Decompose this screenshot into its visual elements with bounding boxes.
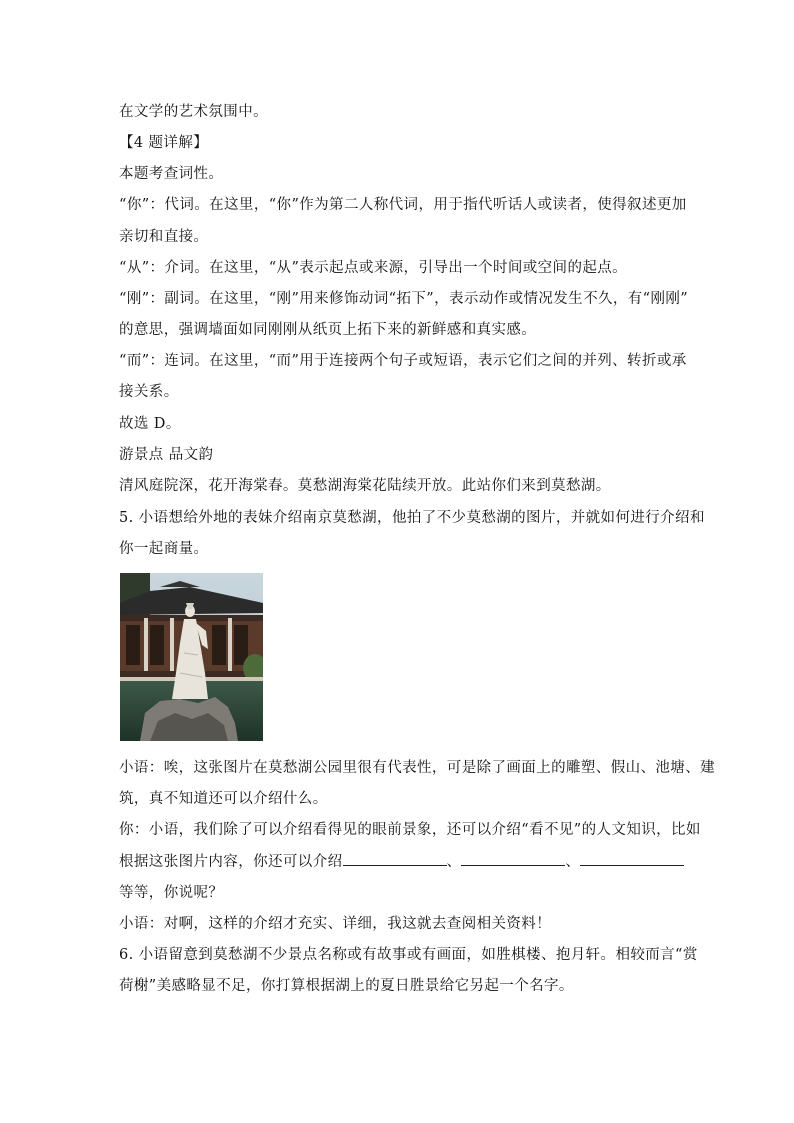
text-line: 在文学的艺术氛围中。 [119, 104, 268, 120]
subsection-heading: 游景点 品文韵 [119, 447, 214, 463]
separator: 、 [446, 854, 462, 870]
text-line: 荷榭”美感略显不足，你打算根据湖上的夏日胜景给它另起一个名字。 [119, 978, 574, 994]
dialogue-line: 你：小语，我们除了可以介绍看得见的眼前景象，还可以介绍“看不见”的人文知识，比如 [119, 822, 701, 838]
section-heading: 【4 题详解】 [119, 135, 209, 151]
text-line: 本题考查词性。 [119, 166, 224, 182]
text-line: “而”：连词。在这里，“而”用于连接两个句子或短语，表示它们之间的并列、转折或承 [119, 353, 687, 369]
text-line: “从”：介词。在这里，“从”表示起点或来源，引导出一个时间或空间的起点。 [119, 260, 628, 276]
dialogue-line: 等等，你说呢？ [119, 885, 224, 901]
answer-blank-2[interactable] [461, 851, 565, 866]
text-line: 亲切和直接。 [119, 229, 209, 245]
answer-blank-3[interactable] [580, 851, 684, 866]
text-line: “你”：代词。在这里，“你”作为第二人称代词，用于指代听话人或读者，使得叙述更加 [119, 197, 687, 213]
text-line: “刚”：副词。在这里，“刚”用来修饰动词“拓下”，表示动作或情况发生不久，有“刚刚” [119, 291, 689, 307]
mochou-lake-statue-photo [120, 573, 263, 741]
answer-line: 故选 D。 [119, 416, 181, 432]
fill-in-line [119, 851, 684, 872]
dialogue-line: 小语：唉，这张图片在莫愁湖公园里很有代表性，可是除了画面上的雕塑、假山、池塘、建 [119, 760, 715, 776]
answer-blank-1[interactable] [343, 851, 447, 866]
separator: 、 [565, 854, 581, 870]
text-line: 清风庭院深，花开海棠春。莫愁湖海棠花陆续开放。此站你们来到莫愁湖。 [119, 478, 611, 494]
fill-in-prompt: 根据这张图片内容，你还可以介绍 [119, 854, 343, 870]
text-line: 的意思，强调墙面如同刚刚从纸页上拓下来的新鲜感和真实感。 [119, 322, 537, 338]
text-line: 你一起商量。 [119, 541, 209, 557]
text-line: 接关系。 [119, 384, 179, 400]
question-5: 5. 小语想给外地的表妹介绍南京莫愁湖，他拍了不少莫愁湖的图片，并就如何进行介绍和 [119, 510, 705, 526]
dialogue-line: 筑，真不知道还可以介绍什么。 [119, 791, 328, 807]
question-6: 6. 小语留意到莫愁湖不少景点名称或有故事或有画面，如胜棋楼、抱月轩。相较而言“赏 [119, 947, 698, 963]
dialogue-line: 小语：对啊，这样的介绍才充实、详细，我这就去查阅相关资料！ [119, 916, 552, 932]
